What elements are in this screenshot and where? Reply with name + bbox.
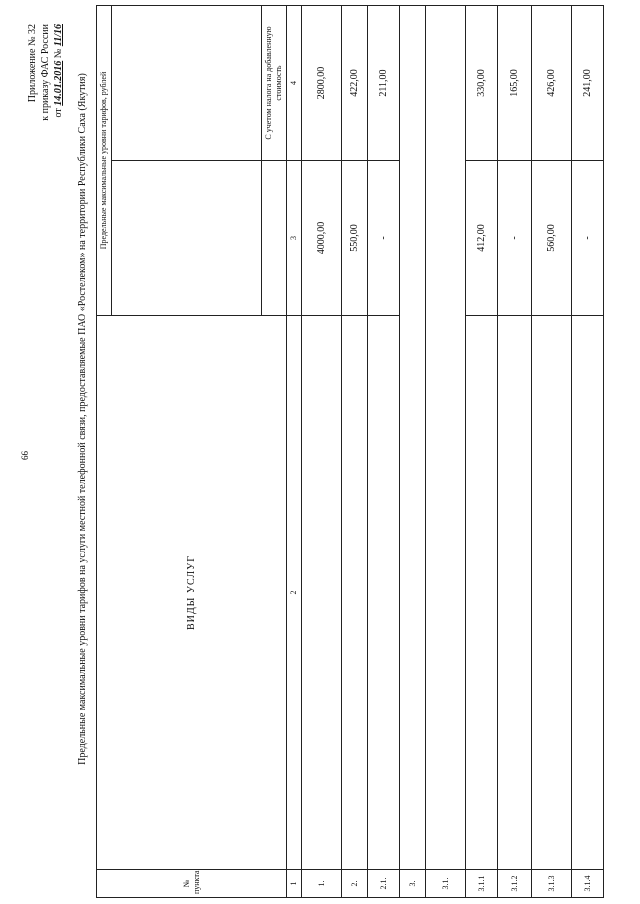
document-title: Предельные максимальные уровни тарифов на услуги местной телефонной связи, предоставляемые ПАО «Ростелеком» на территории Республики Саха (Якутия)	[77, 73, 88, 765]
price-with-vat: 422,00	[342, 6, 368, 161]
row-number: 3.1.1	[466, 870, 498, 898]
row-number: 3.1.2	[498, 870, 532, 898]
table-row	[342, 6, 368, 898]
price-with-vat: 241,00	[572, 6, 604, 161]
row-description	[426, 6, 466, 870]
appendix-line-3	[52, 24, 65, 194]
row-description	[498, 316, 532, 870]
table-body	[302, 6, 604, 898]
table-row	[426, 6, 466, 898]
group-legal-header	[112, 161, 262, 316]
row-description	[466, 316, 498, 870]
price-with-vat: 426,00	[532, 6, 572, 161]
table-row	[572, 6, 604, 898]
price-with-vat: 2800,00	[302, 6, 342, 161]
table-row	[532, 6, 572, 898]
tariff-table	[96, 5, 604, 898]
table-header-row-top	[97, 6, 112, 898]
col-number-1: 1	[287, 870, 302, 898]
row-number: 1.	[302, 870, 342, 898]
group-citizens-header	[112, 6, 262, 161]
row-number: 3.1.	[426, 870, 466, 898]
row-number: 2.	[342, 870, 368, 898]
row-description	[532, 316, 572, 870]
appendix-no-label: №	[53, 48, 64, 59]
row-number: 3.	[400, 870, 426, 898]
appendix-date: 14.01.2016	[53, 60, 64, 106]
row-description	[572, 316, 604, 870]
page-number: 66	[20, 451, 30, 460]
price-without-vat: -	[368, 161, 400, 316]
levels-column-header: Предельные максимальные уровни тарифов, рублей	[97, 6, 112, 316]
table-row	[368, 6, 400, 898]
price-without-vat: 412,00	[466, 161, 498, 316]
table-row	[466, 6, 498, 898]
with-vat-header: С учетом налога на добавленную стоимость	[262, 6, 287, 161]
price-without-vat: 560,00	[532, 161, 572, 316]
table-row	[498, 6, 532, 898]
without-vat-header	[262, 161, 287, 316]
appendix-line-1: Приложение № 32	[27, 24, 38, 103]
row-number: 2.1.	[368, 870, 400, 898]
row-number: 3.1.3	[532, 870, 572, 898]
row-description	[368, 316, 400, 870]
price-without-vat: 4000,00	[302, 161, 342, 316]
price-with-vat: 211,00	[368, 6, 400, 161]
col-number-3: 3	[287, 161, 302, 316]
appendix-order-number: 11/16	[53, 24, 64, 47]
appendix-line-2: к приказу ФАС России	[40, 24, 51, 121]
row-description	[302, 316, 342, 870]
row-description	[400, 6, 426, 870]
price-with-vat: 165,00	[498, 6, 532, 161]
appendix-date-prefix: от	[53, 108, 64, 118]
table-row	[302, 6, 342, 898]
services-column-header: ВИДЫ УСЛУГ	[97, 316, 287, 870]
row-description	[342, 316, 368, 870]
price-without-vat: -	[498, 161, 532, 316]
col-number-2: 2	[287, 316, 302, 870]
appendix-block	[26, 24, 65, 194]
row-number: 3.1.4	[572, 870, 604, 898]
column-number-row	[287, 6, 302, 898]
table-row	[400, 6, 426, 898]
num-column-header: № пункта	[97, 870, 287, 898]
col-number-4: 4	[287, 6, 302, 161]
price-without-vat: 550,00	[342, 161, 368, 316]
price-without-vat: -	[572, 161, 604, 316]
price-with-vat: 330,00	[466, 6, 498, 161]
